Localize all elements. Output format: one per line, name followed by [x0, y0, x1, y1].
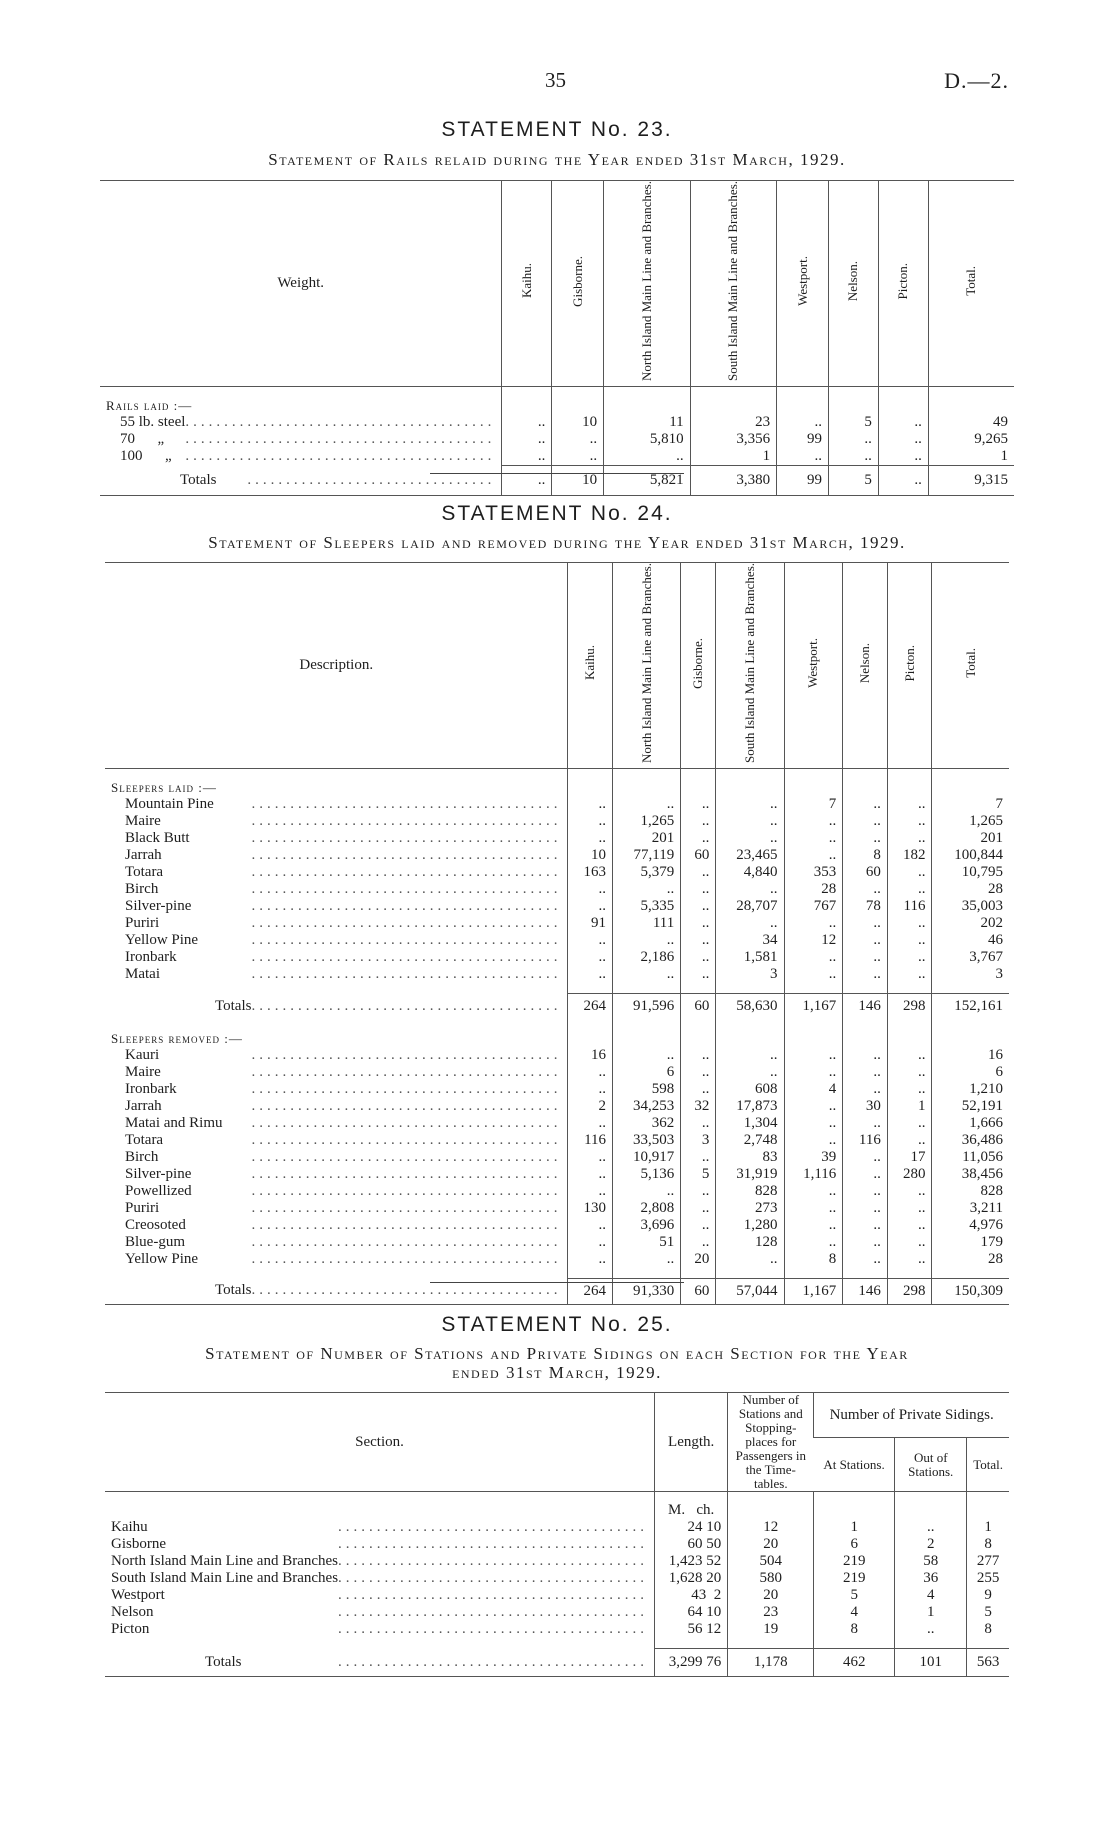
- units-row: M. ch.: [105, 1502, 1009, 1519]
- statement-24-title: STATEMENT No. 24.: [441, 502, 673, 525]
- col-header: Nelson.: [843, 563, 888, 769]
- col-header: Total.: [928, 181, 1014, 387]
- header-stations: Number of Stations and Stopping-places for Passengers in the Time-tables.: [728, 1393, 814, 1492]
- table-row: Jarrah ........................................ 10 77,119 60 23,465 .. 8 182 100,844: [105, 847, 1009, 864]
- table-row: Totara ........................................ 163 5,379 .. 4,840 353 60 .. 10,795: [105, 864, 1009, 881]
- table-row: Westport ........................................ 43 2 20 5 4 9: [105, 1587, 1009, 1604]
- table-row: Black Butt ........................................ .. 201 .. .. .. .. .. 201: [105, 830, 1009, 847]
- group-heading: Rails laid :—: [100, 397, 1014, 414]
- col-header: Gisborne.: [552, 181, 604, 387]
- table-row: Nelson ........................................ 64 10 23 4 1 5: [105, 1604, 1009, 1621]
- table-row: 70 „ ........................................ .. .. 5,810 3,356 99 .. .. 9,265: [100, 431, 1014, 448]
- statement-24-subtitle: Statement of Sleepers laid and removed during the Year ended 31st March, 1929.: [208, 533, 906, 552]
- document-code: D.—2.: [944, 68, 1009, 93]
- col-header: Gisborne.: [681, 563, 716, 769]
- table-row: Kauri ........................................ 16 .. .. .. .. .. .. 16: [105, 1047, 1009, 1064]
- table-row: Birch ........................................ .. .. .. .. 28 .. .. 28: [105, 881, 1009, 898]
- header-section: Section.: [105, 1393, 655, 1492]
- col-header: Nelson.: [828, 181, 878, 387]
- table-row: Ironbark ........................................ .. 2,186 .. 1,581 .. .. .. 3,767: [105, 949, 1009, 966]
- header-description: Description.: [105, 563, 568, 769]
- totals-row: Totals ........................................ 264 91,330 60 57,044 1,167 146 298 150,309: [105, 1278, 1009, 1304]
- totals-row: Totals ........................................ 3,299 76 1,178 462 101 563: [105, 1649, 1009, 1677]
- table-row: 55 lb. steel ........................................ .. 10 11 23 .. 5 .. 49: [100, 414, 1014, 431]
- header-total: Total.: [967, 1438, 1009, 1492]
- group-heading: Sleepers laid :—: [105, 779, 1009, 796]
- table-row: 100 „ ........................................ .. .. .. 1 .. .. .. 1: [100, 448, 1014, 466]
- col-header: Kaihu.: [502, 181, 552, 387]
- col-header: Picton.: [878, 181, 928, 387]
- table-row: Creosoted ........................................ .. 3,696 .. 1,280 .. .. .. 4,976: [105, 1217, 1009, 1234]
- table-row: Powellized ........................................ .. .. .. 828 .. .. .. 828: [105, 1183, 1009, 1200]
- statement-23-title: STATEMENT No. 23.: [441, 118, 673, 141]
- header-private-sidings: Number of Private Sidings.: [814, 1393, 1009, 1438]
- page-number: 35: [545, 68, 566, 92]
- table-row: Silver-pine ........................................ .. 5,335 .. 28,707 767 78 116 35,003: [105, 898, 1009, 915]
- col-header: North Island Main Line and Branches.: [613, 563, 681, 769]
- header-at-stations: At Stations.: [814, 1438, 895, 1492]
- stations-table: [105, 1392, 1009, 1677]
- col-header: South Island Main Line and Branches.: [716, 563, 784, 769]
- table-row: Picton ........................................ 56 12 19 8 .. 8: [105, 1621, 1009, 1638]
- table-row: Gisborne ........................................ 60 50 20 6 2 8: [105, 1536, 1009, 1553]
- separator-rule: [430, 473, 684, 474]
- table-row: Maire ........................................ .. 1,265 .. .. .. .. .. 1,265: [105, 813, 1009, 830]
- table-row: Matai ........................................ .. .. .. 3 .. .. .. 3: [105, 966, 1009, 983]
- statement-25-title: STATEMENT No. 25.: [441, 1313, 673, 1336]
- table-row: Puriri ........................................ 130 2,808 .. 273 .. .. .. 3,211: [105, 1200, 1009, 1217]
- col-header: Westport.: [777, 181, 829, 387]
- rails-table: [100, 180, 1014, 496]
- statement-25-subtitle-line2: ended 31st March, 1929.: [452, 1363, 662, 1382]
- group-heading: Sleepers removed :—: [105, 1030, 1009, 1047]
- table-row: Matai and Rimu ........................................ .. 362 .. 1,304 .. .. .. 1,666: [105, 1115, 1009, 1132]
- sleepers-table: [105, 562, 1009, 1305]
- col-header: Westport.: [784, 563, 843, 769]
- col-header: Picton.: [887, 563, 932, 769]
- table-row: Yellow Pine ........................................ .. .. 20 .. 8 .. .. 28: [105, 1251, 1009, 1268]
- table-row: Maire ........................................ .. 6 .. .. .. .. .. 6: [105, 1064, 1009, 1081]
- table-row: Ironbark ........................................ .. 598 .. 608 4 .. .. 1,210: [105, 1081, 1009, 1098]
- col-header: Kaihu.: [568, 563, 613, 769]
- table-row: Puriri ........................................ 91 111 .. .. .. .. .. 202: [105, 915, 1009, 932]
- table-row: South Island Main Line and Branches ........................................ 1,628 20 580 219 36 255: [105, 1570, 1009, 1587]
- statement-25-subtitle-line1: Statement of Number of Stations and Private Sidings on each Section for the Year: [205, 1344, 909, 1363]
- header-out-of-stations: Out of Stations.: [895, 1438, 967, 1492]
- table-row: Yellow Pine ........................................ .. .. .. 34 12 .. .. 46: [105, 932, 1009, 949]
- table-row: Silver-pine ........................................ .. 5,136 5 31,919 1,116 .. 280 38,456: [105, 1166, 1009, 1183]
- table-row: Kaihu ........................................ 24 10 12 1 .. 1: [105, 1519, 1009, 1536]
- table-row: Totara ........................................ 116 33,503 3 2,748 .. 116 .. 36,486: [105, 1132, 1009, 1149]
- totals-row: Totals ................................ .. 10 5,821 3,380 99 5 .. 9,315: [100, 466, 1014, 496]
- table-row: Birch ........................................ .. 10,917 .. 83 39 .. 17 11,056: [105, 1149, 1009, 1166]
- col-header: Total.: [932, 563, 1009, 769]
- col-header: South Island Main Line and Branches.: [690, 181, 777, 387]
- statement-23-subtitle: Statement of Rails relaid during the Year ended 31st March, 1929.: [268, 150, 846, 169]
- separator-rule: [430, 1282, 684, 1283]
- col-header: North Island Main Line and Branches.: [604, 181, 691, 387]
- table-row: Mountain Pine ........................................ .. .. .. .. 7 .. .. 7: [105, 796, 1009, 813]
- table-row: Jarrah ........................................ 2 34,253 32 17,873 .. 30 1 52,191: [105, 1098, 1009, 1115]
- header-weight: Weight.: [100, 181, 502, 387]
- table-row: North Island Main Line and Branches ........................................ 1,423 52 504 219 58 277: [105, 1553, 1009, 1570]
- header-length: Length.: [655, 1393, 728, 1492]
- table-row: Blue-gum ........................................ .. 51 .. 128 .. .. .. 179: [105, 1234, 1009, 1251]
- totals-row: Totals ........................................ 264 91,596 60 58,630 1,167 146 298 152,161: [105, 994, 1009, 1020]
